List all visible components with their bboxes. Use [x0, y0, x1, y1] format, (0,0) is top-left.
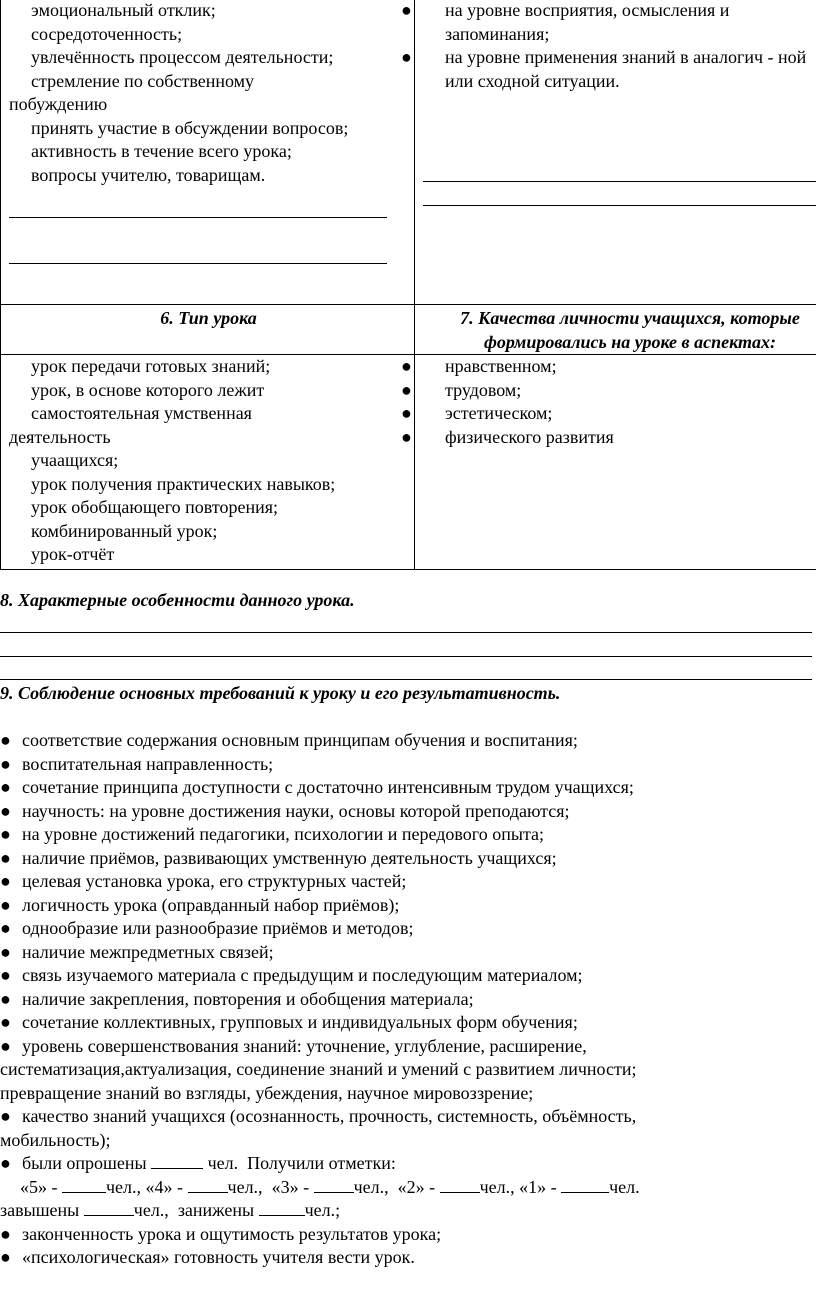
list-item-continuation: принять участие в обсуждении вопросов;	[31, 117, 349, 138]
list-item: ● логичность урока (оправданный набор приёмов);	[0, 894, 812, 918]
list-item: ● соответствие содержания основным принципам обучения и воспитания;	[0, 729, 812, 753]
bullet-icon	[9, 70, 31, 94]
section-8-title: 8. Характерные особенности данного урока.	[0, 590, 355, 610]
list-item: ● качество знаний учащихся (осознанность, прочность, системность, объёмность,	[0, 1105, 812, 1129]
list-item-continuation: мобильность);	[0, 1129, 111, 1150]
list-item: ● на уровне восприятия, осмысления и запоминания;	[401, 0, 730, 44]
knowledge-levels-cell	[401, 0, 816, 305]
raised-count-blank[interactable]	[84, 1199, 134, 1216]
bullet-icon: ●	[0, 941, 11, 962]
blank-answer-line	[0, 679, 812, 680]
bullet-icon: ●	[0, 824, 11, 844]
bullet-icon	[9, 496, 31, 520]
requirements-list	[0, 729, 812, 1270]
list-item: ● научность: на уровне достижения науки, основы которой преподаются;	[0, 800, 812, 824]
list-item-continuation: самостоятельная умственная	[31, 403, 252, 423]
bullet-icon	[9, 140, 31, 164]
blank-answer-line	[0, 632, 812, 633]
list-item: ● связь изучаемого материала с предыдущим и последующим материалом;	[0, 964, 812, 988]
list-item-continuation: деятельность	[9, 426, 111, 447]
bullet-icon: ●	[401, 379, 412, 400]
list-item: ● целевая установка урока, его структурных частей;	[0, 870, 812, 894]
bullet-icon: ●	[0, 777, 11, 797]
lesson-types-cell	[1, 355, 415, 570]
bullet-icon	[9, 0, 31, 23]
list-item: урок-отчёт	[9, 543, 408, 567]
list-item: ● на уровне достижений педагогики, психологии и передового опыта;	[0, 823, 812, 847]
grade-3-blank[interactable]	[314, 1176, 354, 1193]
list-item: ● сочетание коллективных, групповых и индивидуальных форм обучения;	[0, 1011, 812, 1035]
blank-answer-line	[423, 205, 816, 206]
bullet-icon: ●	[0, 730, 11, 750]
list-item-continuation: систематизация,актуализация, соединение знаний и умений с развитием личности;	[0, 1059, 637, 1079]
bullet-icon: ●	[0, 847, 11, 868]
list-item: ● трудовом;	[423, 379, 816, 403]
list-item: урок, в основе которого лежит	[9, 379, 408, 403]
list-item-continuation: превращение знаний во взгляды, убеждения, научное мировоззрение;	[0, 1082, 534, 1103]
list-item: урок получения практических навыков;	[9, 473, 408, 497]
bullet-icon: ●	[401, 356, 412, 376]
list-item: ● однообразие или разнообразие приёмов и методов;	[0, 917, 812, 941]
bullet-icon	[9, 379, 31, 403]
bullet-icon: ●	[401, 426, 412, 447]
list-item: ● «психологическая» готовность учителя вести урок.	[0, 1246, 812, 1270]
list-item: ● на уровне применения знаний в аналогич - ной или сходной ситуации.	[401, 47, 807, 91]
bullet-icon: ●	[0, 1012, 11, 1032]
bullet-icon: ●	[0, 1106, 11, 1126]
bullet-icon: ●	[0, 965, 11, 985]
lesson-analysis-table	[0, 0, 816, 570]
engagement-indicators-cell	[1, 0, 415, 305]
grade-1-blank[interactable]	[561, 1176, 609, 1193]
bullet-icon: ●	[0, 894, 11, 915]
section-9-title: 9. Соблюдение основных требований к уроку и его результативность.	[0, 683, 561, 703]
list-item: стремление по собственному	[9, 70, 408, 94]
list-item: урок обобщающего повторения;	[9, 496, 408, 520]
bullet-icon: ●	[401, 403, 412, 423]
list-item: ● нравственном;	[423, 355, 816, 379]
grade-5-blank[interactable]	[62, 1176, 106, 1193]
blank-answer-line	[0, 656, 812, 657]
list-item: вопросы учителю, товарищам.	[9, 164, 408, 188]
bullet-icon: ●	[401, 0, 412, 20]
bullet-icon: ●	[0, 1035, 11, 1056]
blank-answer-line	[9, 263, 387, 264]
bullet-icon: ●	[0, 1223, 11, 1244]
bullet-icon	[9, 473, 31, 497]
list-item: комбинированный урок;	[9, 520, 408, 544]
list-item: ● наличие межпредметных связей;	[0, 941, 812, 965]
list-item: увлечённость процессом деятельности;	[9, 46, 408, 70]
list-item: сосредоточенность;	[9, 23, 408, 47]
bullet-icon: ●	[0, 988, 11, 1009]
surveyed-count-blank[interactable]	[151, 1152, 203, 1169]
list-item: урок передачи готовых знаний;	[9, 355, 408, 379]
bullet-icon: ●	[0, 800, 11, 821]
bullet-icon: ●	[401, 47, 412, 67]
bullet-icon: ●	[0, 918, 11, 938]
lowered-count-blank[interactable]	[259, 1199, 305, 1216]
bullet-icon: ●	[0, 753, 11, 774]
development-aspects-cell	[401, 355, 816, 570]
list-item: активность в течение всего урока;	[9, 140, 408, 164]
bullet-icon	[9, 46, 31, 70]
bullet-icon: ●	[0, 1247, 11, 1267]
list-item: ● воспитательная направленность;	[0, 753, 812, 777]
list-item: ● сочетание принципа доступности с достаточно интенсивным трудом учащихся;	[0, 776, 812, 800]
bullet-icon	[9, 520, 31, 544]
bullet-icon	[9, 164, 31, 188]
bullet-icon: ●	[0, 1153, 11, 1173]
grade-2-blank[interactable]	[440, 1176, 480, 1193]
survey-line: ● были опрошены чел. Получили отметки:	[0, 1152, 812, 1176]
list-item: ● законченность урока и ощутимость результатов урока;	[0, 1223, 812, 1247]
bullet-icon	[9, 543, 31, 567]
list-item: ● наличие приёмов, развивающих умственную деятельность учащихся;	[0, 847, 812, 871]
bullet-icon	[9, 23, 31, 47]
grades-line: «5» - чел., «4» - чел., «3» - чел., «2» - чел., «1» - чел.	[20, 1176, 640, 1197]
list-item: ● эстетическом;	[423, 402, 816, 426]
list-item-continuation: побуждению	[9, 94, 108, 114]
list-item: ● физического развития	[423, 426, 816, 450]
grade-deviation-line: завышены чел., занижены чел.;	[0, 1200, 341, 1220]
grade-4-blank[interactable]	[188, 1176, 228, 1193]
lesson-type-heading: 6. Тип урока	[1, 305, 415, 355]
list-item: ● наличие закрепления, повторения и обобщения материала;	[0, 988, 812, 1012]
list-item-continuation: учаащихся;	[31, 450, 119, 470]
bullet-icon: ●	[0, 871, 11, 891]
list-item: эмоциональный отклик;	[9, 0, 408, 23]
personal-qualities-heading: 7. Качества личности учащихся, которые формировались на уроке в аспектах:	[415, 305, 816, 355]
bullet-icon	[9, 355, 31, 379]
list-item: ● уровень совершенствования знаний: уточнение, углубление, расширение,	[0, 1035, 812, 1059]
